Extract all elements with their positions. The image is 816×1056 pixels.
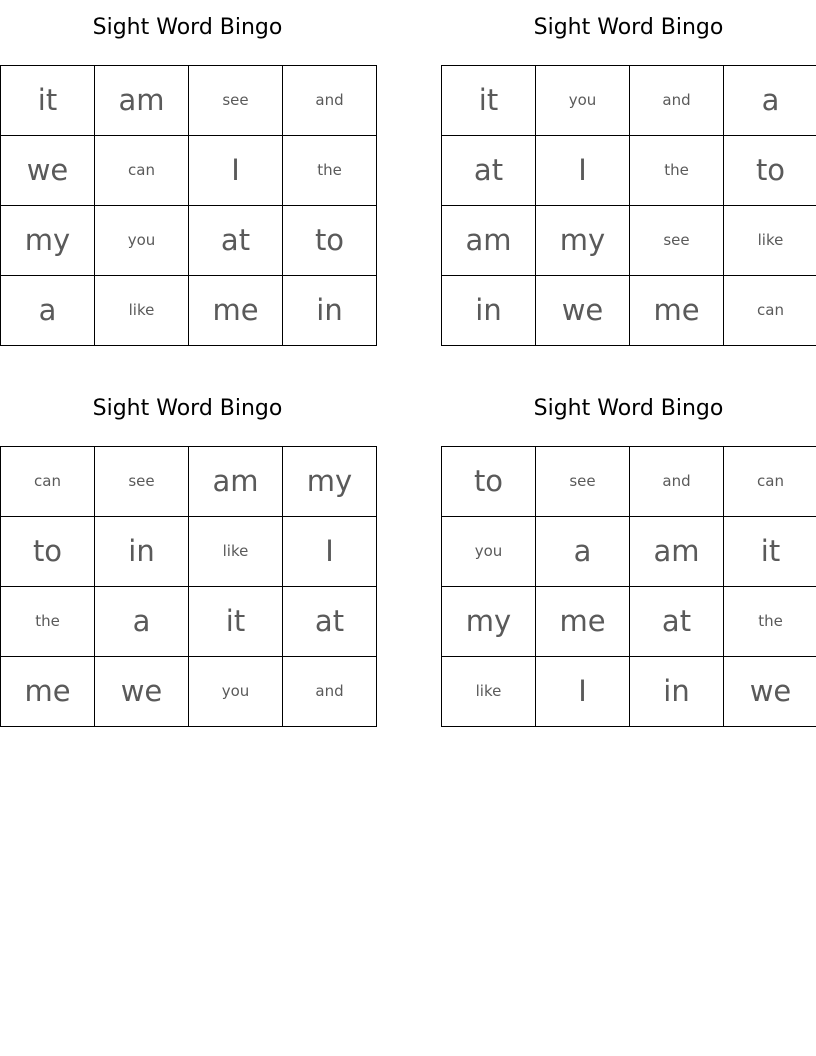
bingo-cell: to xyxy=(1,517,95,587)
grid-row xyxy=(442,276,816,346)
bingo-grid xyxy=(0,65,377,346)
bingo-cell: it xyxy=(189,587,283,657)
bingo-cell: my xyxy=(442,587,536,657)
bingo-grid xyxy=(441,65,816,346)
bingo-cell: my xyxy=(283,447,377,517)
bingo-cell: it xyxy=(442,66,536,136)
bingo-cell: and xyxy=(283,657,377,727)
card-title: Sight Word Bingo xyxy=(533,396,724,421)
bingo-cell: it xyxy=(724,517,816,587)
grid-row xyxy=(442,66,816,136)
bingo-cell: my xyxy=(1,206,95,276)
bingo-cell: to xyxy=(724,136,816,206)
bingo-cell: the xyxy=(724,587,816,657)
bingo-cell: we xyxy=(95,657,189,727)
bingo-cell: to xyxy=(442,447,536,517)
bingo-cell: in xyxy=(442,276,536,346)
bingo-cell: I xyxy=(536,136,630,206)
bingo-cell: am xyxy=(189,447,283,517)
bingo-cell: my xyxy=(536,206,630,276)
bingo-cell: a xyxy=(724,66,816,136)
card-title: Sight Word Bingo xyxy=(533,15,724,40)
grid-row xyxy=(442,657,816,727)
bingo-cell: the xyxy=(1,587,95,657)
bingo-cell: in xyxy=(283,276,377,346)
bingo-cell: at xyxy=(442,136,536,206)
bingo-cell: we xyxy=(724,657,816,727)
bingo-cell: am xyxy=(630,517,724,587)
bingo-cell: see xyxy=(630,206,724,276)
grid-row xyxy=(1,447,377,517)
grid-row xyxy=(442,587,816,657)
bingo-cell: in xyxy=(630,657,724,727)
bingo-cell: and xyxy=(283,66,377,136)
bingo-cell: me xyxy=(536,587,630,657)
bingo-cell: the xyxy=(630,136,724,206)
bingo-cell: at xyxy=(283,587,377,657)
bingo-grid xyxy=(441,446,816,727)
bingo-grid xyxy=(0,446,377,727)
bingo-cell: and xyxy=(630,447,724,517)
bingo-cell: me xyxy=(630,276,724,346)
bingo-cell: can xyxy=(724,276,816,346)
bingo-cell: to xyxy=(283,206,377,276)
bingo-cell: you xyxy=(95,206,189,276)
grid-row xyxy=(1,276,377,346)
grid-row xyxy=(442,517,816,587)
bingo-cell: like xyxy=(724,206,816,276)
grid-row xyxy=(1,517,377,587)
grid-row xyxy=(1,587,377,657)
bingo-cell: you xyxy=(189,657,283,727)
grid-row xyxy=(1,136,377,206)
bingo-cell: and xyxy=(630,66,724,136)
bingo-cell: like xyxy=(95,276,189,346)
bingo-cell: a xyxy=(95,587,189,657)
bingo-cell: you xyxy=(536,66,630,136)
bingo-cell: it xyxy=(1,66,95,136)
grid-row xyxy=(1,657,377,727)
bingo-cell: can xyxy=(724,447,816,517)
bingo-cell: in xyxy=(95,517,189,587)
bingo-cell: we xyxy=(536,276,630,346)
bingo-cell: can xyxy=(1,447,95,517)
bingo-cell: me xyxy=(189,276,283,346)
grid-row xyxy=(1,66,377,136)
bingo-cell: I xyxy=(189,136,283,206)
bingo-cell: like xyxy=(442,657,536,727)
bingo-cell: the xyxy=(283,136,377,206)
bingo-cell: see xyxy=(95,447,189,517)
bingo-cell: me xyxy=(1,657,95,727)
bingo-cell: I xyxy=(536,657,630,727)
bingo-cell: a xyxy=(536,517,630,587)
bingo-cell: I xyxy=(283,517,377,587)
card-title: Sight Word Bingo xyxy=(92,15,283,40)
bingo-cell: can xyxy=(95,136,189,206)
card-title: Sight Word Bingo xyxy=(92,396,283,421)
bingo-cell: we xyxy=(1,136,95,206)
bingo-cell: am xyxy=(95,66,189,136)
bingo-cell: like xyxy=(189,517,283,587)
bingo-cell: see xyxy=(536,447,630,517)
grid-row xyxy=(442,206,816,276)
grid-row xyxy=(442,136,816,206)
bingo-cell: am xyxy=(442,206,536,276)
grid-row xyxy=(442,447,816,517)
bingo-cell: a xyxy=(1,276,95,346)
bingo-cell: at xyxy=(189,206,283,276)
bingo-cell: at xyxy=(630,587,724,657)
bingo-cell: you xyxy=(442,517,536,587)
grid-row xyxy=(1,206,377,276)
bingo-cell: see xyxy=(189,66,283,136)
